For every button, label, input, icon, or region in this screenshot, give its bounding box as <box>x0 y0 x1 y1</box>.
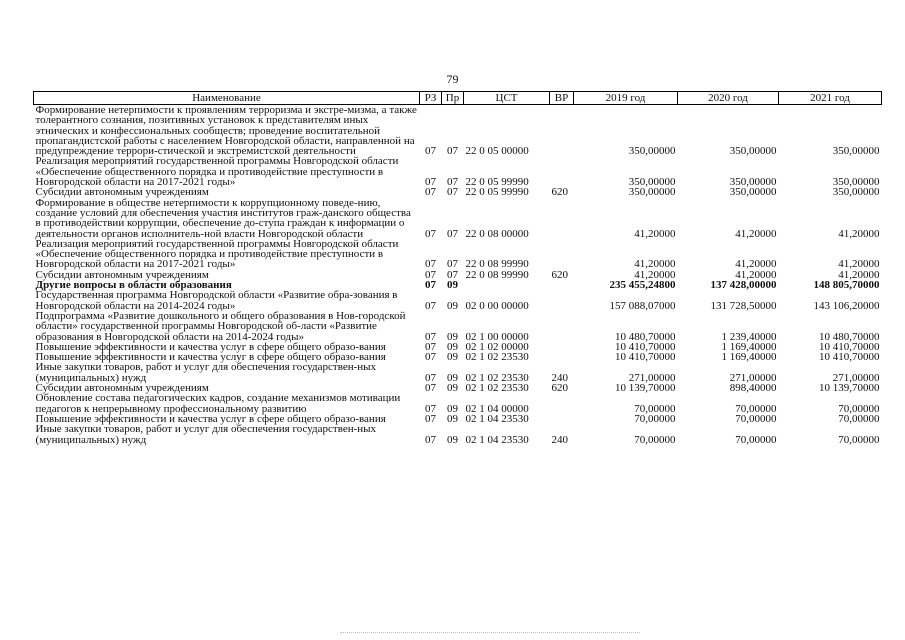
table-row <box>34 311 882 342</box>
row-name: Субсидии автономным учреждениям <box>35 186 209 199</box>
row-value-2021: 148 805,70000 <box>813 279 880 292</box>
row-value-2020: 1 169,40000 <box>721 351 777 364</box>
row-vr <box>550 105 574 157</box>
table-row <box>34 393 882 414</box>
row-rz: 07 <box>425 382 436 395</box>
row-value-2021: 10 139,70000 <box>819 382 880 395</box>
row-rz: 07 <box>425 227 436 240</box>
row-value-2020: 898,40000 <box>729 382 777 395</box>
row-value-2020: 70,00000 <box>735 402 777 415</box>
row-name: Субсидии автономным учреждениям <box>35 382 209 395</box>
table-row <box>34 290 882 311</box>
row-value-2021: 70,00000 <box>838 433 880 446</box>
row-value-2019: 350,00000 <box>628 176 676 189</box>
row-name: Подпрограмма «Развитие дошкольного и общего образования в Нов-городской области» государственной программы Новгородской об-ласти «Развитие образования в Новгородской области на 2014-2024 годы» <box>35 309 406 343</box>
row-value-2019: 41,20000 <box>634 227 676 240</box>
row-value-2020: 1 239,40000 <box>721 330 777 343</box>
table-body <box>34 105 882 445</box>
row-vr: 620 <box>551 382 568 395</box>
row-value-2021: 41,20000 <box>838 268 880 281</box>
row-vr <box>550 156 574 187</box>
header-pr: Пр <box>442 92 464 105</box>
row-value-2019: 350,00000 <box>628 186 676 199</box>
row-name: Формирование нетерпимости к проявлениям терроризма и экстре-мизма, а также толерантного сознания, позитивных установок к представителям иных этнических и конфессиональных сообществ; проведение воспитательной пропагандистской работы с населением Новгородской области, направленной на предупреждение террори-стической и экстремистской деятельности <box>35 104 417 158</box>
row-rz: 07 <box>425 279 436 292</box>
row-cst: 22 0 08 00000 <box>465 227 529 240</box>
row-name: Обновление состава педагогических кадров, создание механизмов мотивации педагогов к непрерывному профессиональному развитию <box>35 392 401 415</box>
row-value-2021: 70,00000 <box>838 412 880 425</box>
row-vr: 240 <box>551 433 568 446</box>
row-vr <box>550 239 574 270</box>
table-row <box>34 362 882 383</box>
row-name: Иные закупки товаров, работ и услуг для обеспечения государствен-ных (муниципальных) нужд <box>35 423 377 446</box>
page-number: 79 <box>446 72 459 86</box>
row-value-2020: 137 428,00000 <box>710 279 777 292</box>
row-value-2019: 10 410,70000 <box>615 351 676 364</box>
row-value-2019: 350,00000 <box>628 145 676 158</box>
table-row <box>34 105 882 157</box>
row-cst: 22 0 08 99990 <box>465 258 529 271</box>
row-vr: 620 <box>551 186 568 199</box>
header-name: Наименование <box>34 92 420 105</box>
row-vr: 240 <box>551 371 568 384</box>
row-value-2021: 350,00000 <box>832 176 880 189</box>
row-value-2020: 271,00000 <box>729 371 777 384</box>
row-pr: 09 <box>447 402 458 415</box>
row-vr <box>550 352 574 362</box>
row-pr: 09 <box>447 279 458 292</box>
row-name: Повышение эффективности и качества услуг в сфере общего образо-вания <box>35 412 386 425</box>
row-cst: 22 0 05 99990 <box>465 176 529 189</box>
row-rz: 07 <box>425 402 436 415</box>
row-rz: 07 <box>425 268 436 281</box>
row-pr: 07 <box>447 176 458 189</box>
row-cst <box>464 280 550 290</box>
row-name: Государственная программа Новгородской области «Развитие обра-зования в Новгородской области на 2014-2024 годы» <box>35 289 398 312</box>
row-value-2020: 350,00000 <box>729 176 777 189</box>
row-value-2019: 70,00000 <box>634 412 676 425</box>
row-value-2021: 10 410,70000 <box>819 351 880 364</box>
row-rz: 07 <box>425 186 436 199</box>
row-value-2019: 10 139,70000 <box>615 382 676 395</box>
table-row <box>34 239 882 270</box>
header-2021: 2021 год <box>779 92 882 105</box>
row-name: Другие вопросы в области образования <box>35 279 232 292</box>
row-rz: 07 <box>425 299 436 312</box>
row-pr: 09 <box>447 371 458 384</box>
row-value-2019: 70,00000 <box>634 433 676 446</box>
table-row <box>34 198 882 239</box>
row-pr: 09 <box>447 330 458 343</box>
row-value-2019: 41,20000 <box>634 268 676 281</box>
row-value-2020: 41,20000 <box>735 227 777 240</box>
row-value-2019: 10 480,70000 <box>615 330 676 343</box>
row-vr: 620 <box>551 268 568 281</box>
row-cst: 22 0 08 99990 <box>465 268 529 281</box>
row-value-2020: 41,20000 <box>735 258 777 271</box>
row-value-2020: 350,00000 <box>729 145 777 158</box>
header-cst: ЦСТ <box>464 92 550 105</box>
row-rz: 07 <box>425 371 436 384</box>
row-value-2019: 157 088,07000 <box>609 299 676 312</box>
row-value-2021: 350,00000 <box>832 186 880 199</box>
row-vr <box>550 280 574 290</box>
row-value-2020: 70,00000 <box>735 412 777 425</box>
row-cst: 02 1 04 23530 <box>465 412 529 425</box>
row-vr <box>550 311 574 342</box>
row-vr <box>550 198 574 239</box>
row-rz: 07 <box>425 351 436 364</box>
row-vr <box>550 342 574 352</box>
row-cst: 02 1 02 23530 <box>465 371 529 384</box>
row-pr: 07 <box>447 268 458 281</box>
row-rz: 07 <box>425 176 436 189</box>
table-row <box>34 156 882 187</box>
row-value-2019: 70,00000 <box>634 402 676 415</box>
row-cst: 02 1 04 23530 <box>465 433 529 446</box>
row-name: Повышение эффективности и качества услуг в сфере общего образо-вания <box>35 351 386 364</box>
header-2019: 2019 год <box>574 92 678 105</box>
row-rz: 07 <box>425 145 436 158</box>
row-cst: 02 1 00 00000 <box>465 330 529 343</box>
row-rz: 07 <box>425 330 436 343</box>
row-pr: 09 <box>447 340 458 353</box>
row-value-2021: 41,20000 <box>838 227 880 240</box>
row-cst: 02 1 02 23530 <box>465 351 529 364</box>
row-name: Иные закупки товаров, работ и услуг для обеспечения государствен-ных (муниципальных) нужд <box>35 361 377 384</box>
row-name: Реализация мероприятий государственной программы Новгородской области «Обеспечение общественного порядка и противодействие преступности в Новгородской области на 2017-2021 годы» <box>35 237 399 271</box>
row-pr: 07 <box>447 227 458 240</box>
row-value-2021: 70,00000 <box>838 402 880 415</box>
row-name: Формирование в обществе нетерпимости к коррупционному поведе-нию, создание условий для обеспечения участия институтов граж-данского общества в противодействии коррупции, обеспечение до-ступа граждан к информации о деятельности органов исполнитель-ной власти Новгородской области <box>35 196 411 240</box>
row-pr: 09 <box>447 433 458 446</box>
footer-divider <box>340 632 640 634</box>
row-cst: 22 0 05 99990 <box>465 186 529 199</box>
row-pr: 07 <box>447 145 458 158</box>
row-value-2020: 131 728,50000 <box>710 299 777 312</box>
row-value-2020: 41,20000 <box>735 268 777 281</box>
row-pr: 07 <box>447 186 458 199</box>
row-value-2020: 1 169,40000 <box>721 340 777 353</box>
row-rz: 07 <box>425 340 436 353</box>
row-value-2021: 10 410,70000 <box>819 340 880 353</box>
row-cst: 22 0 05 00000 <box>465 145 529 158</box>
row-pr: 09 <box>447 351 458 364</box>
row-cst: 02 1 02 23530 <box>465 382 529 395</box>
row-value-2019: 235 455,24800 <box>609 279 676 292</box>
row-rz: 07 <box>425 258 436 271</box>
row-pr: 09 <box>447 299 458 312</box>
row-cst: 02 0 00 00000 <box>465 299 529 312</box>
row-name: Субсидии автономным учреждениям <box>35 268 209 281</box>
row-name: Повышение эффективности и качества услуг в сфере общего образо-вания <box>35 340 386 353</box>
header-2020: 2020 год <box>678 92 779 105</box>
row-vr <box>550 414 574 424</box>
budget-table <box>33 91 882 445</box>
row-pr: 09 <box>447 412 458 425</box>
row-cst: 02 1 02 00000 <box>465 340 529 353</box>
row-value-2021: 10 480,70000 <box>819 330 880 343</box>
table-row <box>34 424 882 445</box>
row-pr: 07 <box>447 258 458 271</box>
row-vr <box>550 393 574 414</box>
header-vr: ВР <box>550 92 574 105</box>
row-name: Реализация мероприятий государственной программы Новгородской области «Обеспечение общественного порядка и противодействие преступности в Новгородской области на 2017-2021 годы» <box>35 155 399 189</box>
row-cst: 02 1 04 00000 <box>465 402 529 415</box>
row-value-2021: 350,00000 <box>832 145 880 158</box>
row-value-2019: 10 410,70000 <box>615 340 676 353</box>
row-rz: 07 <box>425 433 436 446</box>
row-value-2020: 70,00000 <box>735 433 777 446</box>
row-rz: 07 <box>425 412 436 425</box>
row-vr <box>550 290 574 311</box>
row-value-2021: 271,00000 <box>832 371 880 384</box>
row-value-2019: 41,20000 <box>634 258 676 271</box>
row-value-2021: 41,20000 <box>838 258 880 271</box>
table-header-row <box>34 92 882 105</box>
header-rz: РЗ <box>420 92 442 105</box>
row-value-2019: 271,00000 <box>628 371 676 384</box>
row-value-2020: 350,00000 <box>729 186 777 199</box>
row-value-2021: 143 106,20000 <box>813 299 880 312</box>
row-pr: 09 <box>447 382 458 395</box>
